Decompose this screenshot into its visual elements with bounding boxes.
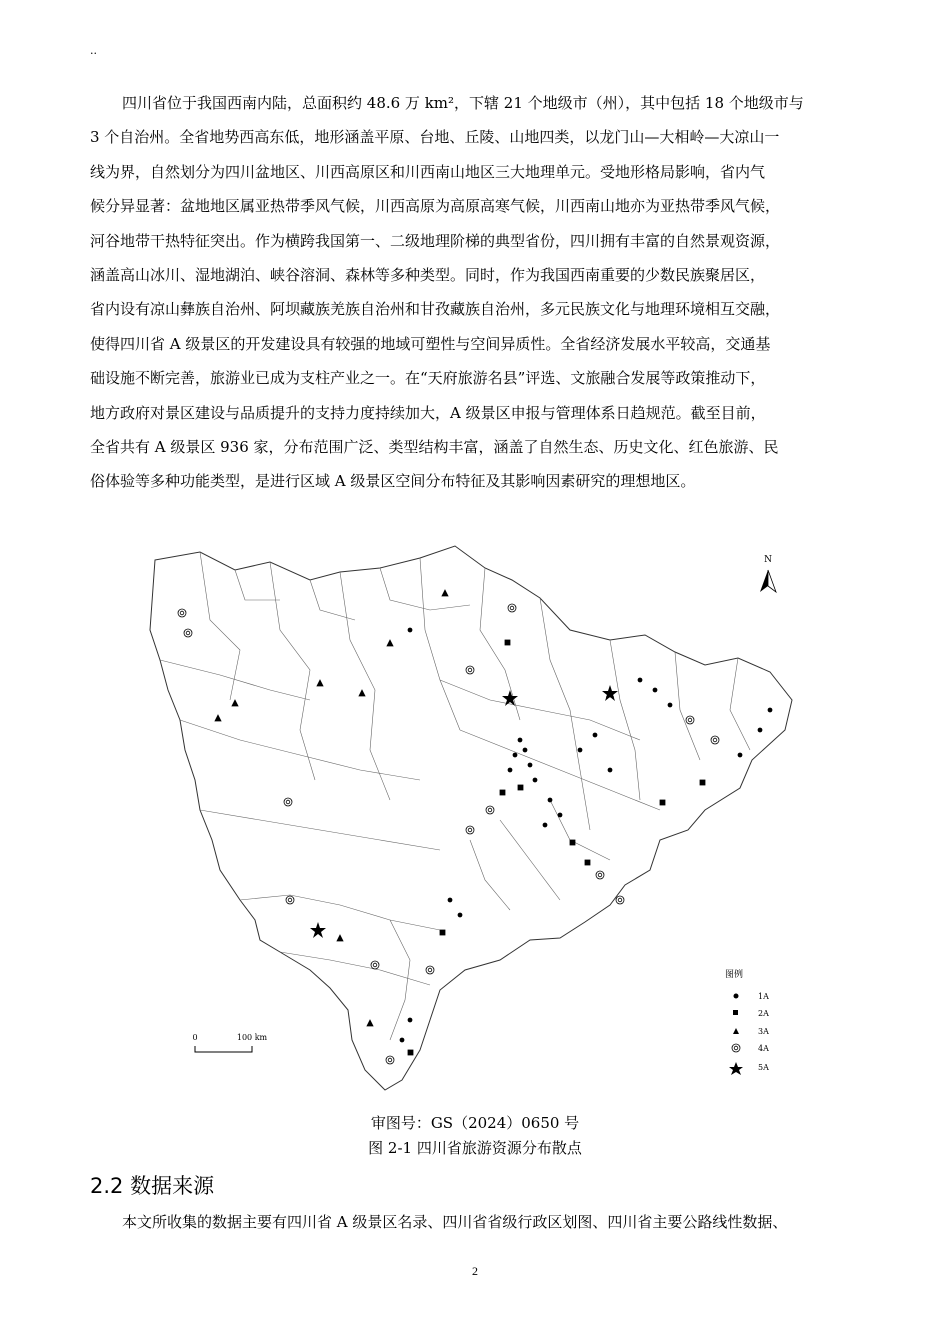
legend-4a-icon — [732, 1044, 740, 1052]
figure-caption: 图 2-1 四川省旅游资源分布散点 — [368, 1139, 582, 1157]
section-heading: 2.2 数据来源 — [90, 1174, 215, 1198]
header-mark: .. — [90, 44, 97, 57]
paragraph-line: 使得四川省 A 级景区的开发建设具有较强的地域可塑性与空间异质性。全省经济发展水平较高，交通基 — [90, 334, 771, 353]
map-legend — [725, 968, 769, 1075]
paragraph-line: 省内设有凉山彝族自治州、阿坝藏族羌族自治州和甘孜藏族自治州，多元民族文化与地理环境相互交融， — [90, 300, 781, 319]
paragraph-line: 础设施不断完善，旅游业已成为支柱产业之一。在“天府旅游名县”评选、文旅融合发展等政策推动下， — [90, 369, 766, 388]
paragraph-line: 四川省位于我国西南内陆，总面积约 48.6 万 km²，下辖 21 个地级市（州），其中包括 18 个地级市与 — [122, 94, 804, 112]
paragraph-line: 候分异显著：盆地地区属亚热带季风气候，川西高原为高原高寒气候，川西南山地亦为亚热带季风气候， — [90, 197, 781, 216]
paragraph-line: 3 个自治州。全省地势西高东低，地形涵盖平原、台地、丘陵、山地四类，以龙门山—大相岭—大凉山一 — [90, 128, 780, 147]
paragraph-line: 俗体验等多种功能类型，是进行区域 A 级景区空间分布特征及其影响因素研究的理想地区。 — [90, 472, 696, 491]
figure-review-number: 审图号：GS（2024）0650 号 — [370, 1114, 580, 1132]
paragraph-line: 地方政府对景区建设与品质提升的支持力度持续加大，A 级景区申报与管理体系日趋规范。截至目前， — [90, 403, 766, 422]
legend-3a-icon — [733, 1028, 739, 1034]
scale-zero: 0 — [192, 1033, 198, 1042]
legend-item-label: 5A — [758, 1063, 769, 1072]
scale-label: 100 km — [236, 1033, 268, 1042]
scale-bar — [195, 1046, 252, 1052]
legend-5a-icon — [729, 1062, 743, 1075]
legend-item-label: 4A — [758, 1044, 769, 1053]
legend-item-label: 2A — [758, 1009, 769, 1018]
paragraph-line: 涵盖高山冰川、湿地湖泊、峡谷溶洞、森林等多种类型。同时，作为我国西南重要的少数民族聚居区， — [90, 266, 766, 285]
legend-title: 图例 — [725, 970, 744, 980]
paragraph-line: 线为界，自然划分为四川盆地区、川西高原区和川西南山地区三大地理单元。受地形格局影响，省内气 — [90, 162, 766, 181]
north-label: N — [764, 555, 772, 565]
paragraph-line: 河谷地带干热特征突出。作为横跨我国第一、二级地理阶梯的典型省份，四川拥有丰富的自然景观资源， — [90, 231, 781, 250]
map-figure — [140, 540, 800, 1095]
legend-2a-icon — [733, 1010, 738, 1015]
north-arrow-icon — [760, 570, 768, 592]
legend-item-label: 1A — [758, 992, 769, 1001]
sichuan-map — [140, 540, 800, 1095]
page-number: 2 — [472, 1264, 478, 1278]
legend-1a-icon — [734, 994, 739, 999]
legend-item-label: 3A — [758, 1027, 769, 1036]
section-paragraph: 本文所收集的数据主要有四川省 A 级景区名录、四川省省级行政区划图、四川省主要公路线性数据、 — [122, 1213, 788, 1231]
paragraph-line: 全省共有 A 级景区 936 家，分布范围广泛、类型结构丰富，涵盖了自然生态、历史文化、红色旅游、民 — [90, 438, 779, 457]
body-paragraph — [90, 86, 860, 499]
